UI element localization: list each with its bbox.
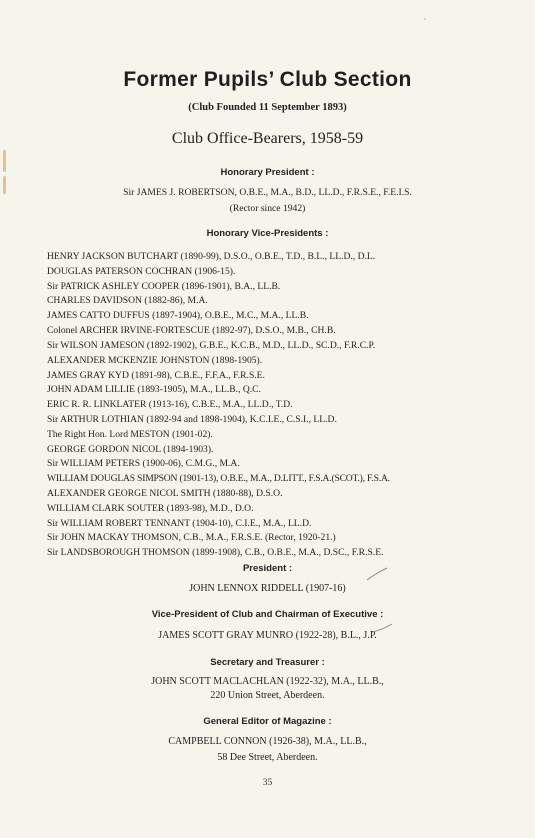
list-item: Sir JOHN MACKAY THOMSON, C.B., M.A., F.R.S.E. (Rector, 1920-21.) <box>47 532 336 544</box>
president-heading: President : <box>242 563 293 574</box>
list-item: Sir WILLIAM PETERS (1900-06), C.M.G., M.A. <box>47 458 240 470</box>
list-item: ALEXANDER MCKENZIE JOHNSTON (1898-1905). <box>47 354 263 366</box>
list-item: WILLIAM DOUGLAS SIMPSON (1901-13), O.B.E., M.A., D.LITT., F.S.A.(SCOT.), F.S.A. <box>47 473 390 485</box>
club-founded-note: (Club Founded 11 September 1893) <box>188 102 347 113</box>
honorary-president-heading: Honorary President : <box>220 167 315 178</box>
honorary-president-name: Sir JAMES J. ROBERTSON, O.B.E., M.A., B.D., LL.D., F.R.S.E., F.E.I.S. <box>123 187 412 198</box>
list-item: DOUGLAS PATERSON COCHRAN (1906-15). <box>47 265 236 277</box>
list-item: JOHN ADAM LILLIE (1893-1905), M.A., LL.B., Q.C. <box>47 384 261 396</box>
list-item: ALEXANDER GEORGE NICOL SMITH (1880-88), D.S.O. <box>47 488 283 499</box>
list-item: The Right Hon. Lord MESTON (1901-02). <box>47 428 213 440</box>
list-item: Sir LANDSBOROUGH THOMSON (1899-1908), C.B., O.B.E., M.A., D.SC., F.R.S.E. <box>47 547 384 559</box>
list-item: GEORGE GORDON NICOL (1894-1903). <box>47 443 214 455</box>
vice-president-name: JAMES SCOTT GRAY MUNRO (1922-28), B.L., J.P. <box>158 630 377 641</box>
president-name: JOHN LENNOX RIDDELL (1907-16) <box>189 583 346 594</box>
editor-name: CAMPBELL CONNON (1926-38), M.A., LL.B., <box>168 736 367 747</box>
list-item: HENRY JACKSON BUTCHART (1890-99), D.S.O., O.B.E., T.D., B.L., LL.D., D.L. <box>47 251 376 262</box>
list-item: JAMES CATTO DUFFUS (1897-1904), O.B.E., M.C., M.A., LL.B. <box>47 310 309 322</box>
pencil-mark <box>370 620 394 636</box>
list-item: CHARLES DAVIDSON (1882-86), M.A. <box>47 295 208 307</box>
list-item: Sir ARTHUR LOTHIAN (1892-94 and 1898-1904), K.C.I.E., C.S.I., LL.D. <box>47 413 337 425</box>
list-item: Sir PATRICK ASHLEY COOPER (1896-1901), B.A., LL.B. <box>47 280 281 292</box>
honorary-president-note: (Rector since 1942) <box>229 203 306 214</box>
editor-address: 58 Dee Street, Aberdeen. <box>217 752 318 763</box>
honorary-vice-presidents-heading: Honorary Vice-Presidents : <box>206 228 329 239</box>
secretary-name: JOHN SCOTT MACLACHLAN (1922-32), M.A., LL.B., <box>151 676 384 687</box>
list-item: Sir WILLIAM ROBERT TENNANT (1904-10), C.I.E., M.A., LL.D. <box>47 517 312 529</box>
section-title: Former Pupils’ Club Section <box>123 68 412 91</box>
office-bearers-title: Club Office-Bearers, 1958-59 <box>171 130 364 147</box>
list-item: Sir WILSON JAMESON (1892-1902), G.B.E., K.C.B., M.D., LL.D., SC.D., F.R.C.P. <box>47 339 376 351</box>
editor-heading: General Editor of Magazine : <box>203 716 332 727</box>
list-item: Colonel ARCHER IRVINE-FORTESCUE (1892-97), D.S.O., M.B., CH.B. <box>47 325 336 337</box>
list-item: JAMES GRAY KYD (1891-98), C.B.E., F.F.A., F.R.S.E. <box>47 369 265 381</box>
page-number: 35 <box>262 778 273 788</box>
vice-presidents-list <box>47 250 497 561</box>
secretary-heading: Secretary and Treasurer : <box>210 657 325 668</box>
vice-president-heading: Vice-President of Club and Chairman of Executive : <box>151 609 384 620</box>
list-item: WILLIAM CLARK SOUTER (1893-98), M.D., D.O. <box>47 502 254 514</box>
list-item: ERIC R. R. LINKLATER (1913-16), C.B.E., M.A., LL.D., T.D. <box>47 399 293 411</box>
secretary-address: 220 Union Street, Aberdeen. <box>210 690 325 701</box>
pencil-mark <box>365 566 389 582</box>
